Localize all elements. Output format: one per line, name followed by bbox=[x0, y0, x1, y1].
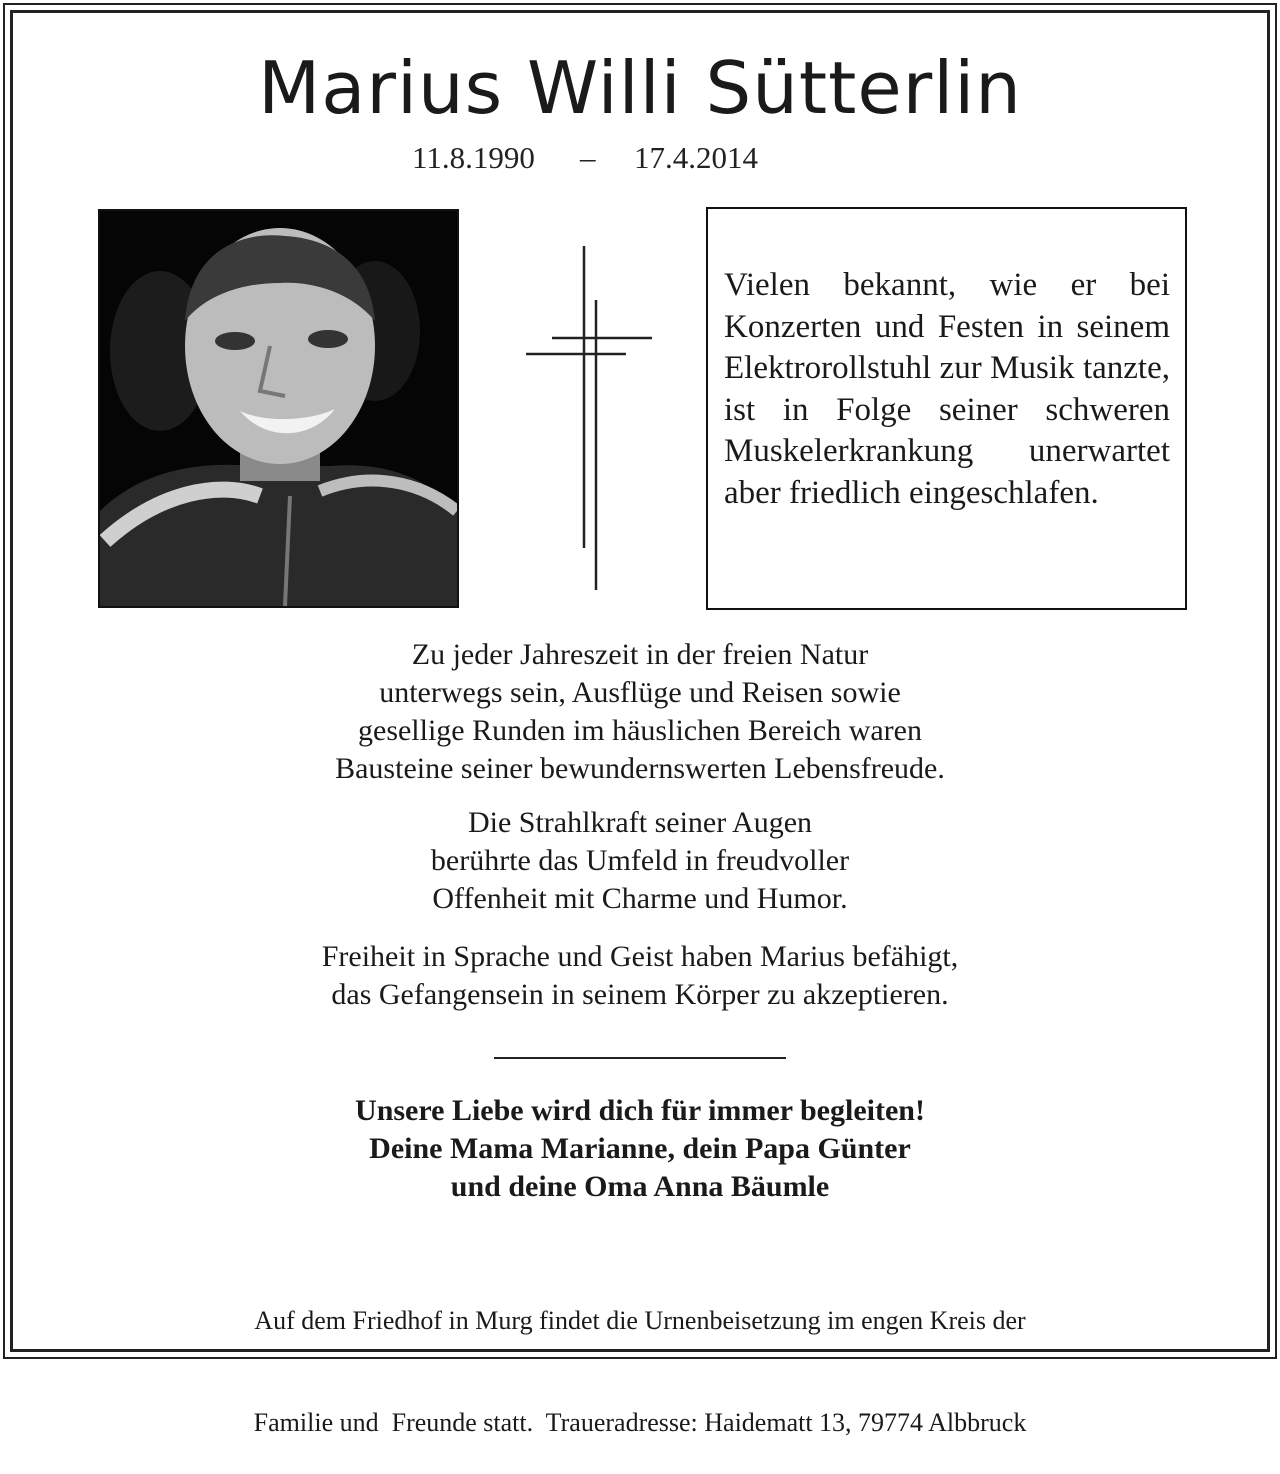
divider-line bbox=[494, 1057, 786, 1059]
text-line: Bausteine seiner bewundernswerten Lebensfreude. bbox=[335, 752, 945, 785]
text-line: Deine Mama Marianne, dein Papa Günter bbox=[369, 1132, 911, 1165]
text-line: gesellige Runden im häuslichen Bereich waren bbox=[358, 714, 922, 747]
portrait-silhouette bbox=[100, 211, 457, 606]
text-line: Zu jeder Jahreszeit in der freien Natur bbox=[411, 638, 869, 671]
text-line: Die Strahlkraft seiner Augen bbox=[467, 806, 813, 839]
birth-date: 11.8.1990 bbox=[412, 140, 535, 175]
tribute-box bbox=[706, 207, 1187, 610]
text-line: unterwegs sein, Ausflüge und Reisen sowie bbox=[379, 676, 901, 709]
burial-info bbox=[0, 1236, 1280, 1474]
paragraph-freedom bbox=[0, 938, 1280, 1014]
text-line: Familie und Freunde statt. Traueradresse: Haidematt 13, 79774 Albbruck bbox=[253, 1408, 1027, 1437]
text-line: Unsere Liebe wird dich für immer begleiten! bbox=[355, 1094, 925, 1127]
date-separator: – bbox=[580, 140, 596, 175]
paragraph-nature bbox=[0, 636, 1280, 788]
death-date: 17.4.2014 bbox=[634, 140, 758, 175]
text-line: Auf dem Friedhof in Murg findet die Urnenbeisetzung im engen Kreis der bbox=[254, 1306, 1026, 1335]
paragraph-eyes bbox=[0, 804, 1280, 918]
tribute-text: Vielen bekannt, wie er bei Konzerten und Festen in seinem Elektrorollstuhl zur Musik tanzte, ist in Folge seiner schweren Muskelerkrankung unerwartet aber friedlich eingeschlafen. bbox=[724, 267, 1170, 511]
memorial-cross-icon bbox=[520, 242, 660, 594]
text-line: berührte das Umfeld in freudvoller bbox=[430, 844, 850, 877]
text-line: und deine Oma Anna Bäumle bbox=[450, 1170, 830, 1203]
text-line: Offenheit mit Charme und Humor. bbox=[432, 882, 848, 915]
text-line: Freiheit in Sprache und Geist haben Marius befähigt, bbox=[321, 940, 959, 973]
portrait-photo bbox=[98, 209, 459, 608]
deceased-name: Marius Willi Sütterlin bbox=[258, 46, 1022, 130]
family-signature bbox=[0, 1092, 1280, 1206]
text-line: das Gefangensein in seinem Körper zu akzeptieren. bbox=[331, 978, 949, 1011]
